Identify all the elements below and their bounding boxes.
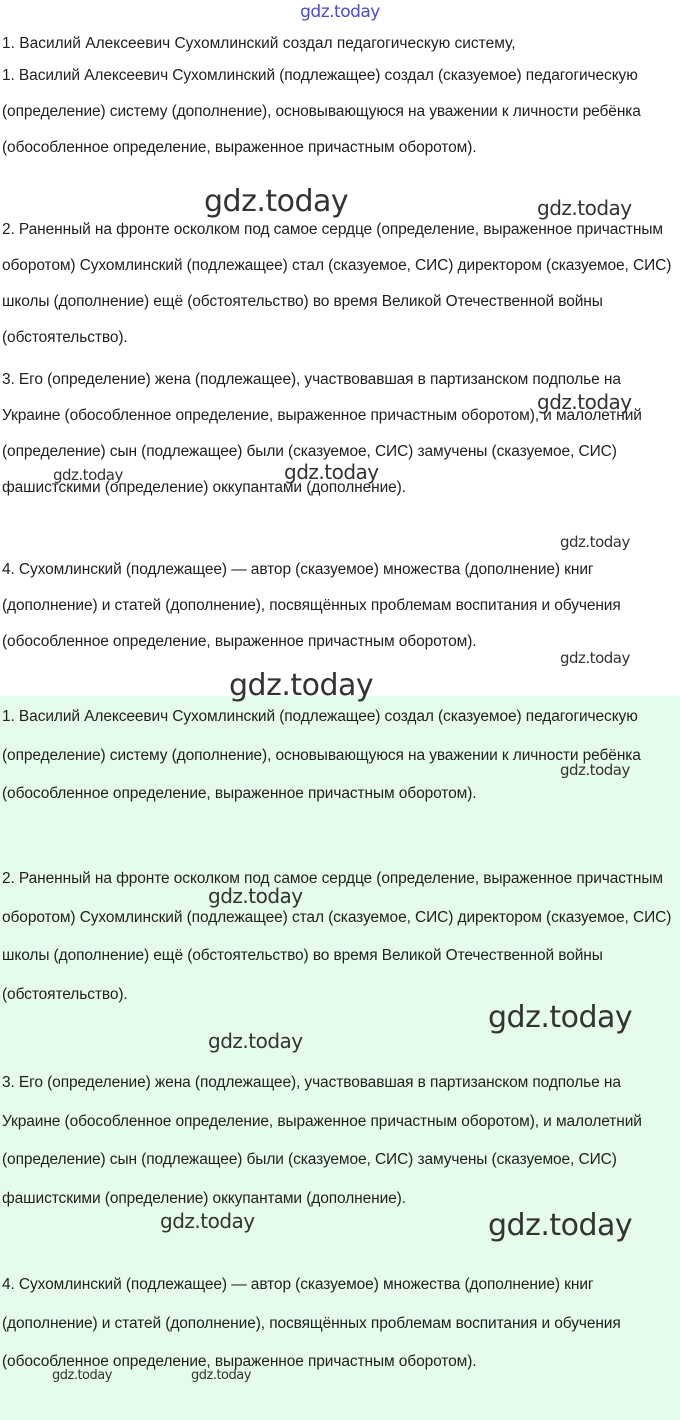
answer-paragraph-4: 4. Сухомлинский (подлежащее) — автор (сказуемое) множества (дополнение) книг (дополнение) и статей (дополнение), посвящённых проблемам воспитания и обучения (обособленное определение, выраженное причастным оборотом). bbox=[2, 561, 621, 650]
answer-paragraph-1: 1. Василий Алексеевич Сухомлинский (подлежащее) создал (сказуемое) педагогическую (определение) систему (дополнение), основывающуюся на уважении к личности ребёнка (обособленное определение, выраженное причастным оборотом). bbox=[2, 67, 641, 156]
watermark: gdz.today bbox=[560, 649, 630, 667]
answer-paragraph-3: 3. Его (определение) жена (подлежащее), участвовавшая в партизанском подполье на Украине (обособленное определение, выраженное причастным оборотом), и малолетний (определение) сын (подлежащее) были (сказуемое, СИС) замучены (сказуемое, СИС) фашистскими (определение) оккупантами (дополнение). bbox=[2, 1074, 642, 1207]
answer-section-white bbox=[0, 56, 680, 696]
watermark: gdz.today bbox=[160, 1209, 255, 1233]
answer-paragraph-4: 4. Сухомлинский (подлежащее) — автор (сказуемое) множества (дополнение) книг (дополнение) и статей (дополнение), посвящённых проблемам воспитания и обучения (обособленное определение, выраженное причастным оборотом). bbox=[2, 1276, 621, 1370]
watermark: gdz.today bbox=[560, 761, 630, 779]
answer-paragraph-2: 2. Раненный на фронте осколком под самое сердце (определение, выраженное причастным оборотом) Сухомлинский (подлежащее) стал (сказуемое, СИС) директором (сказуемое, СИС) школы (дополнение) ещё (обстоятельство) во время Великой Отечественной войны (обстоятельство). bbox=[2, 221, 672, 346]
answer-paragraph-3: 3. Его (определение) жена (подлежащее), участвовавшая в партизанском подполье на Украине (обособленное определение, выраженное причастным оборотом), и малолетний (определение) сын (подлежащее) были (сказуемое, СИС) замучены (сказуемое, СИС) фашистскими (определение) оккупантами (дополнение). bbox=[2, 371, 642, 496]
watermark: gdz.today bbox=[52, 1368, 112, 1383]
watermark: gdz.today bbox=[488, 1000, 633, 1035]
watermark: gdz.today bbox=[537, 196, 632, 220]
watermark: gdz.today bbox=[560, 533, 630, 551]
watermark: gdz.today bbox=[488, 1208, 633, 1243]
answer-paragraph-2: 2. Раненный на фронте осколком под самое сердце (определение, выраженное причастным оборотом) Сухомлинский (подлежащее) стал (сказуемое, СИС) директором (сказуемое, СИС) школы (дополнение) ещё (обстоятельство) во время Великой Отечественной войны (обстоятельство). bbox=[2, 870, 672, 1003]
watermark: gdz.today bbox=[53, 466, 123, 484]
watermark: gdz.today bbox=[208, 884, 303, 908]
answer-section-green bbox=[0, 696, 680, 1420]
answer-paragraph-1: 1. Василий Алексеевич Сухомлинский (подлежащее) создал (сказуемое) педагогическую (определение) систему (дополнение), основывающуюся на уважении к личности ребёнка (обособленное определение, выраженное причастным оборотом). bbox=[2, 708, 641, 802]
watermark: gdz.today bbox=[191, 1368, 251, 1383]
watermark: gdz.today bbox=[284, 460, 379, 484]
watermark: gdz.today bbox=[229, 668, 374, 703]
watermark: gdz.today bbox=[208, 1029, 303, 1053]
watermark: gdz.today bbox=[537, 390, 632, 414]
watermark: gdz.today bbox=[204, 184, 349, 219]
task-title: 1. Василий Алексеевич Сухомлинский создал педагогическую систему, bbox=[2, 35, 516, 52]
site-logo[interactable]: gdz.today bbox=[300, 2, 380, 22]
